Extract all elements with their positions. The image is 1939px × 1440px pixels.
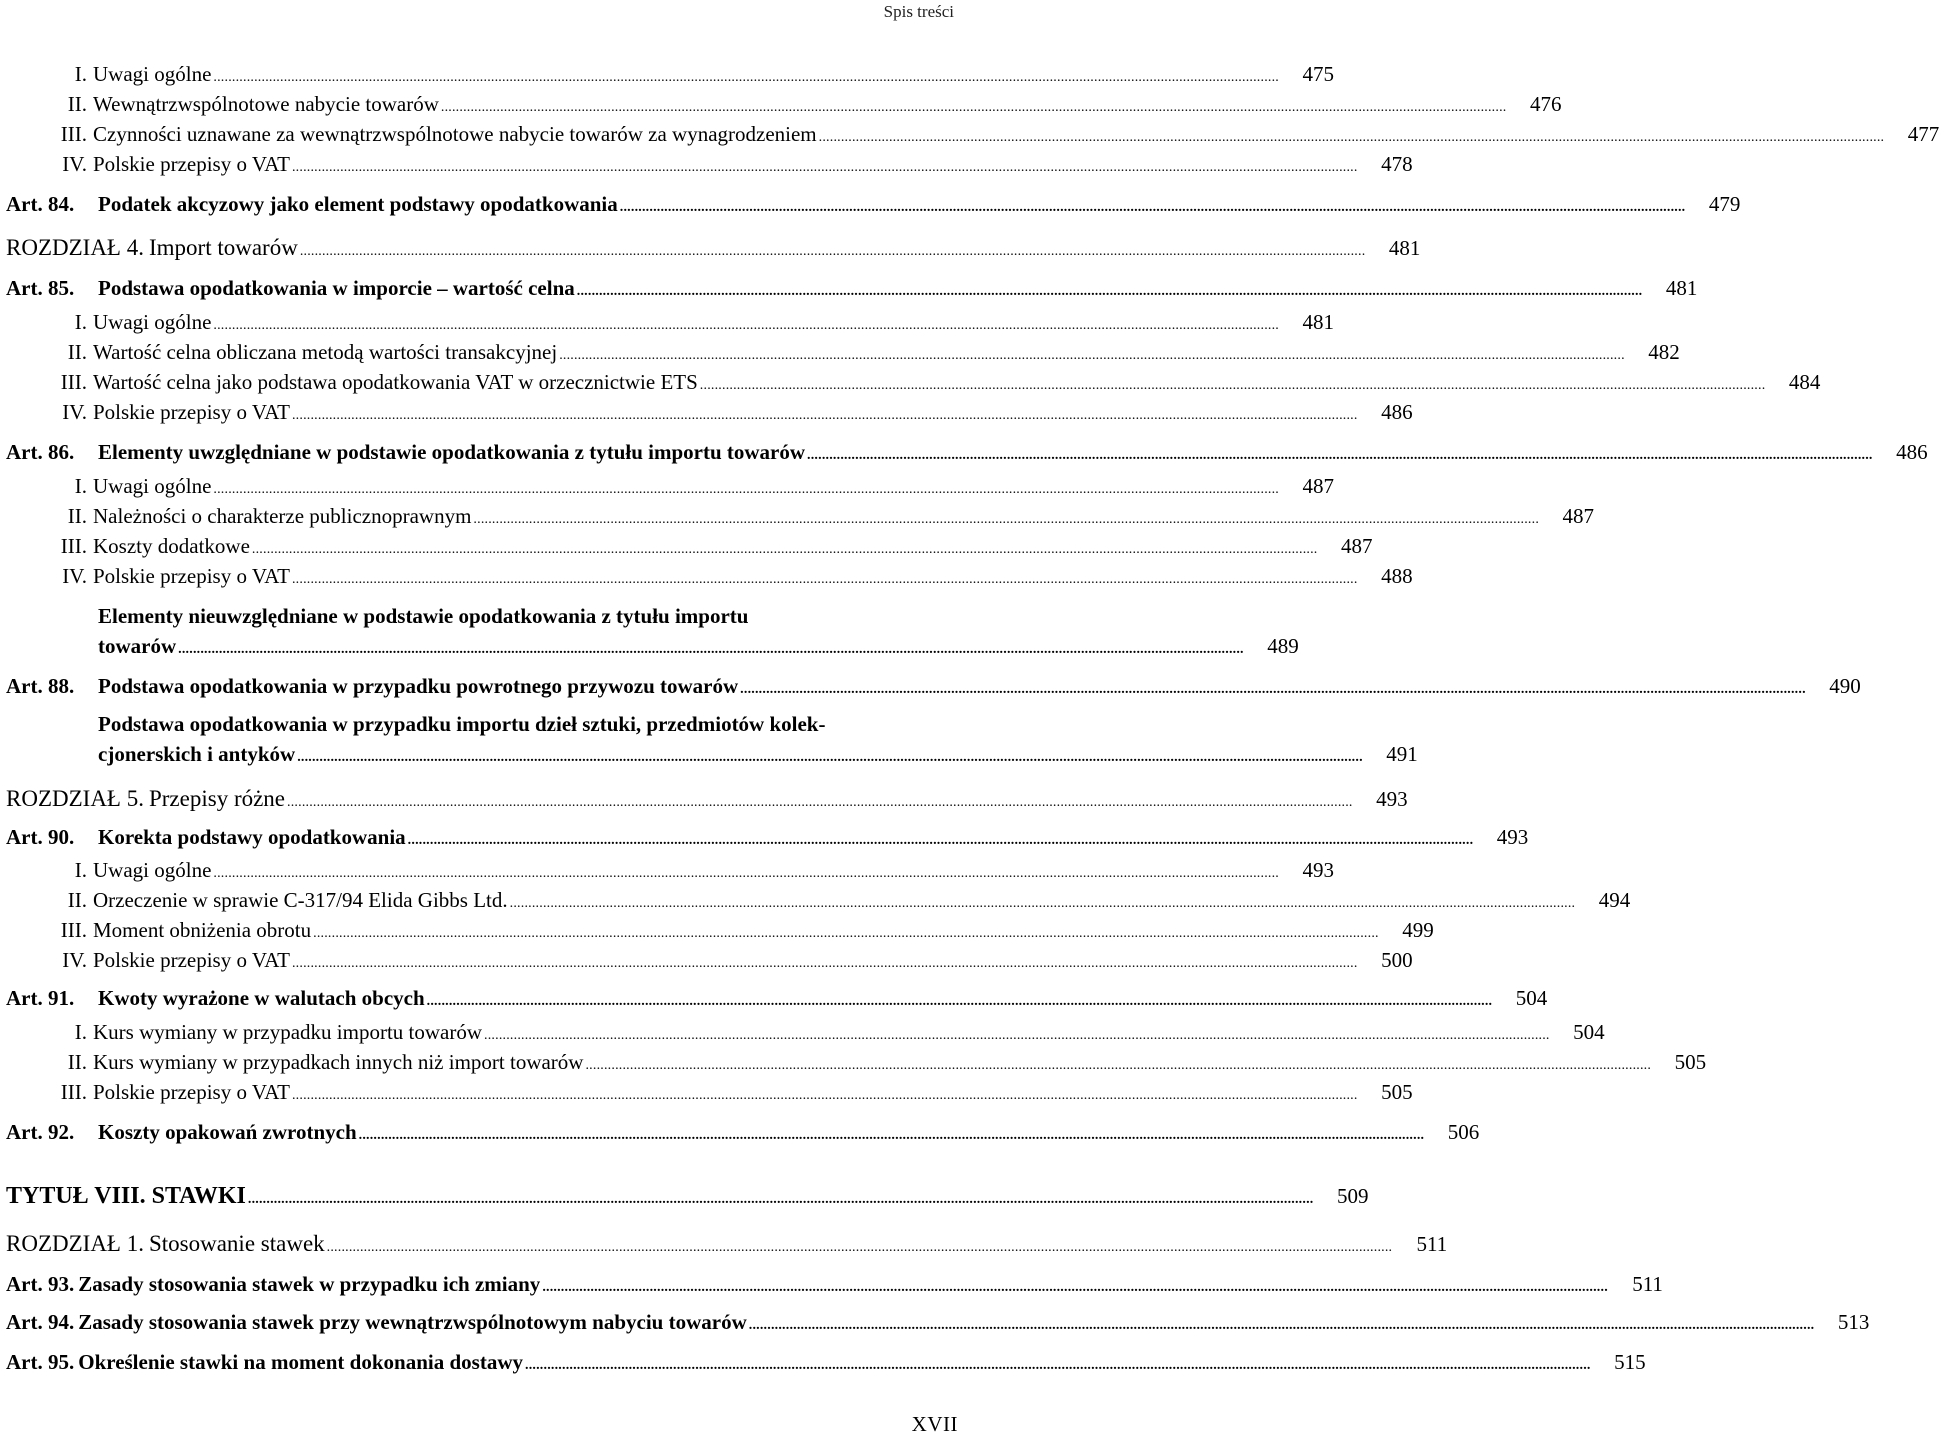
toc-entry-title: towarów bbox=[98, 634, 177, 658]
toc-entry-number: IV. bbox=[62, 564, 87, 588]
toc-entry-title: Kurs wymiany w przypadku importu towarów bbox=[93, 1020, 483, 1044]
toc-entry-page: 477 bbox=[1907, 122, 1939, 146]
dot-leader bbox=[213, 70, 1279, 86]
toc-entry-number: Art. 94. bbox=[6, 1310, 75, 1334]
dot-leader bbox=[473, 512, 1539, 528]
toc-entry[interactable] bbox=[0, 1350, 1646, 1375]
dot-leader bbox=[359, 1128, 1425, 1144]
toc-entry-title: Czynności uznawane za wewnątrzwspólnotowe nabycie towarów za wynagrodzeniem bbox=[93, 122, 817, 146]
toc-entry-title: Polskie przepisy o VAT bbox=[93, 400, 290, 424]
dot-leader bbox=[700, 378, 1766, 394]
toc-entry-page: 511 bbox=[1632, 1272, 1663, 1296]
toc-entry[interactable] bbox=[0, 1080, 1413, 1105]
toc-entry-page: 484 bbox=[1788, 370, 1821, 394]
toc-entry-page: 481 bbox=[1302, 310, 1335, 334]
toc-entry-title: Kwoty wyrażone w walutach obcych bbox=[98, 986, 425, 1010]
page-number: XVII bbox=[911, 1412, 958, 1436]
toc-entry-page: 505 bbox=[1674, 1050, 1707, 1074]
toc-entry-number: I. bbox=[74, 474, 87, 498]
dot-leader bbox=[577, 284, 1643, 300]
toc-entry-number: IV. bbox=[62, 948, 87, 972]
toc-entry-title: Wartość celna jako podstawa opodatkowania VAT w orzecznictwie ETS bbox=[93, 370, 698, 394]
toc-entry[interactable] bbox=[0, 1120, 1480, 1145]
toc-entry-title: Określenie stawki na moment dokonania dostawy bbox=[78, 1350, 523, 1374]
toc-entry[interactable] bbox=[0, 1050, 1707, 1075]
toc-entry-title: Stosowanie stawek bbox=[148, 1231, 325, 1256]
toc-entry[interactable] bbox=[0, 474, 1335, 499]
dot-leader bbox=[292, 956, 1358, 972]
toc-entry-page: 506 bbox=[1447, 1120, 1480, 1144]
toc-entry-page: 489 bbox=[1267, 634, 1299, 658]
dot-leader bbox=[484, 1028, 1550, 1044]
dot-leader bbox=[441, 100, 1507, 116]
toc-entry-number: IV. bbox=[62, 400, 87, 424]
dot-leader bbox=[542, 1280, 1608, 1296]
toc-entry[interactable] bbox=[0, 122, 1939, 147]
toc-entry[interactable] bbox=[0, 742, 1418, 767]
dot-leader bbox=[248, 1192, 1314, 1208]
toc-entry[interactable] bbox=[0, 634, 1299, 659]
toc-entry-title: Podstawa opodatkowania w przypadku powrotnego przywozu towarów bbox=[98, 674, 739, 698]
toc-entry[interactable] bbox=[0, 310, 1335, 335]
dot-leader bbox=[292, 572, 1358, 588]
toc-entry-title: STAWKI bbox=[151, 1183, 246, 1209]
toc-entry-title: Przepisy różne bbox=[148, 786, 286, 811]
dot-leader bbox=[178, 642, 1244, 658]
dot-leader bbox=[213, 482, 1279, 498]
toc-entry-page: 493 bbox=[1496, 825, 1529, 849]
dot-leader bbox=[300, 244, 1366, 260]
toc-entry[interactable] bbox=[0, 1310, 1870, 1335]
toc-entry-number: Art. 91. bbox=[6, 986, 75, 1010]
toc-entry-number: II. bbox=[67, 92, 87, 116]
toc-entry[interactable] bbox=[0, 986, 1548, 1011]
toc-entry-title: Polskie przepisy o VAT bbox=[93, 948, 290, 972]
toc-entry-title: Uwagi ogólne bbox=[93, 62, 212, 86]
toc-entry-page: 475 bbox=[1302, 62, 1335, 86]
toc-entry-title-first-line: Podstawa opodatkowania w przypadku importu dzieł sztuki, przedmiotów kolek- bbox=[98, 712, 826, 736]
toc-entry-page: 511 bbox=[1416, 1232, 1448, 1256]
toc-entry[interactable] bbox=[0, 1020, 1605, 1045]
toc-entry-number: TYTUŁ VIII. bbox=[6, 1183, 146, 1209]
toc-entry-number: III. bbox=[60, 122, 87, 146]
toc-entry[interactable] bbox=[0, 1272, 1663, 1297]
toc-entry-number: ROZDZIAŁ 5. bbox=[6, 786, 144, 811]
toc-entry-title: Koszty opakowań zwrotnych bbox=[98, 1120, 357, 1144]
toc-entry-title: Wartość celna obliczana metodą wartości transakcyjnej bbox=[93, 340, 558, 364]
toc-entry-title: Uwagi ogólne bbox=[93, 474, 212, 498]
toc-entry-title: Należności o charakterze publicznoprawnym bbox=[93, 504, 472, 528]
toc-entry-number: III. bbox=[60, 534, 87, 558]
toc-entry-page: 491 bbox=[1386, 742, 1418, 766]
toc-entry-page: 478 bbox=[1381, 152, 1413, 176]
toc-entry-title: Polskie przepisy o VAT bbox=[93, 152, 290, 176]
toc-entry-title: Polskie przepisy o VAT bbox=[93, 1080, 290, 1104]
toc-entry-number: II. bbox=[67, 340, 87, 364]
toc-entry-title: Podstawa opodatkowania w imporcie – wartość celna bbox=[98, 276, 575, 300]
toc-entry-number: Art. 86. bbox=[6, 440, 75, 464]
toc-entry-number: III. bbox=[60, 918, 87, 942]
toc-entry-number: II. bbox=[67, 504, 87, 528]
toc-entry[interactable] bbox=[0, 235, 1421, 261]
toc-entry-page: 486 bbox=[1381, 400, 1413, 424]
toc-entry[interactable] bbox=[0, 62, 1335, 87]
dot-leader bbox=[408, 833, 1474, 849]
toc-entry[interactable] bbox=[0, 340, 1680, 365]
dot-leader bbox=[819, 130, 1885, 146]
toc-entry-page: 482 bbox=[1648, 340, 1680, 364]
toc-entry-title: Uwagi ogólne bbox=[93, 310, 212, 334]
toc-entry-page: 487 bbox=[1341, 534, 1373, 558]
toc-entry-page: 513 bbox=[1837, 1310, 1870, 1334]
toc-entry-page: 479 bbox=[1708, 192, 1741, 216]
dot-leader bbox=[292, 408, 1358, 424]
toc-entry[interactable] bbox=[0, 152, 1413, 177]
toc-entry-page: 505 bbox=[1381, 1080, 1413, 1104]
toc-entry-title: Korekta podstawy opodatkowania bbox=[98, 825, 406, 849]
toc-entry[interactable] bbox=[0, 564, 1413, 589]
toc-entry[interactable] bbox=[0, 825, 1529, 850]
dot-leader bbox=[807, 448, 1873, 464]
toc-entry-page: 504 bbox=[1573, 1020, 1605, 1044]
toc-entry-page: 488 bbox=[1381, 564, 1413, 588]
dot-leader bbox=[327, 1240, 1393, 1256]
toc-entry-page: 481 bbox=[1388, 236, 1421, 260]
toc-entry-title: Zasady stosowania stawek przy wewnątrzwspólnotowym nabyciu towarów bbox=[78, 1310, 747, 1334]
dot-leader bbox=[292, 160, 1358, 176]
toc-entry[interactable] bbox=[0, 440, 1928, 465]
toc-entry-title: Koszty dodatkowe bbox=[93, 534, 250, 558]
dot-leader bbox=[252, 542, 1318, 558]
toc-entry-title: Orzeczenie w sprawie C-317/94 Elida Gibbs Ltd. bbox=[93, 888, 508, 912]
toc-entry-number: Art. 88. bbox=[6, 674, 75, 698]
toc-entry-page: 481 bbox=[1665, 276, 1698, 300]
toc-entry-title: Uwagi ogólne bbox=[93, 858, 212, 882]
toc-entry-page: 493 bbox=[1302, 858, 1335, 882]
toc-entry-title: Import towarów bbox=[148, 235, 298, 260]
toc-entry-title: cjonerskich i antyków bbox=[98, 742, 296, 766]
dot-leader bbox=[213, 318, 1279, 334]
toc-entry-page: 509 bbox=[1336, 1184, 1369, 1208]
toc-entry[interactable] bbox=[0, 918, 1434, 943]
dot-leader bbox=[525, 1358, 1591, 1374]
toc-entry-page: 515 bbox=[1614, 1350, 1646, 1374]
dot-leader bbox=[292, 1088, 1358, 1104]
toc-entry[interactable] bbox=[0, 1183, 1369, 1210]
dot-leader bbox=[427, 994, 1493, 1010]
toc-entry-number: Art. 90. bbox=[6, 825, 75, 849]
toc-entry-title: Zasady stosowania stawek w przypadku ich zmiany bbox=[78, 1272, 541, 1296]
toc-entry[interactable] bbox=[0, 370, 1821, 395]
toc-entry-title: Polskie przepisy o VAT bbox=[93, 564, 290, 588]
toc-entry-number: III. bbox=[60, 370, 87, 394]
toc-entry-number: I. bbox=[74, 310, 87, 334]
toc-entry-page: 487 bbox=[1302, 474, 1335, 498]
toc-entry-number: ROZDZIAŁ 4. bbox=[6, 235, 144, 260]
dot-leader bbox=[559, 348, 1625, 364]
toc-entry-title: Wewnątrzwspólnotowe nabycie towarów bbox=[93, 92, 439, 116]
toc-entry[interactable] bbox=[0, 92, 1562, 117]
toc-entry[interactable] bbox=[0, 786, 1408, 812]
dot-leader bbox=[740, 682, 1806, 698]
dot-leader bbox=[313, 926, 1379, 942]
toc-entry-page: 493 bbox=[1376, 787, 1408, 811]
toc-entry-page: 500 bbox=[1381, 948, 1413, 972]
toc-entry-number: Art. 84. bbox=[6, 192, 75, 216]
toc-entry-number: ROZDZIAŁ 1. bbox=[6, 1231, 144, 1256]
toc-entry-page: 486 bbox=[1896, 440, 1928, 464]
toc-entry-page: 494 bbox=[1598, 888, 1631, 912]
toc-entry-title: Podatek akcyzowy jako element podstawy opodatkowania bbox=[98, 192, 618, 216]
toc-entry-number: III. bbox=[60, 1080, 87, 1104]
dot-leader bbox=[620, 200, 1686, 216]
toc-entry-number: I. bbox=[74, 62, 87, 86]
toc-entry-number: Art. 85. bbox=[6, 276, 75, 300]
toc-entry[interactable] bbox=[0, 534, 1373, 559]
toc-entry-title-first-line: Elementy nieuwzględniane w podstawie opodatkowania z tytułu importu bbox=[98, 604, 749, 628]
toc-entry-page: 504 bbox=[1515, 986, 1548, 1010]
dot-leader bbox=[287, 795, 1353, 811]
toc-entry-title: Elementy uwzględniane w podstawie opodatkowania z tytułu importu towarów bbox=[98, 440, 806, 464]
toc-entry[interactable] bbox=[0, 400, 1413, 425]
toc-entry[interactable] bbox=[0, 1231, 1448, 1257]
dot-leader bbox=[510, 896, 1576, 912]
toc-entry-number: II. bbox=[67, 888, 87, 912]
toc-entry-number: Art. 93. bbox=[6, 1272, 75, 1296]
toc-entry[interactable] bbox=[0, 674, 1861, 699]
toc-entry-number: I. bbox=[74, 858, 87, 882]
toc-entry[interactable] bbox=[0, 504, 1595, 529]
toc-entry[interactable] bbox=[0, 858, 1335, 883]
dot-leader bbox=[585, 1058, 1651, 1074]
dot-leader bbox=[213, 866, 1279, 882]
toc-entry-page: 499 bbox=[1402, 918, 1434, 942]
dot-leader bbox=[749, 1318, 1815, 1334]
toc-entry-title: Kurs wymiany w przypadkach innych niż import towarów bbox=[93, 1050, 584, 1074]
toc-entry-number: I. bbox=[74, 1020, 87, 1044]
toc-entry[interactable] bbox=[0, 888, 1631, 913]
toc-entry[interactable] bbox=[0, 192, 1741, 217]
toc-entry-number: Art. 92. bbox=[6, 1120, 75, 1144]
toc-entry-page: 476 bbox=[1529, 92, 1562, 116]
toc-entry-page: 487 bbox=[1562, 504, 1595, 528]
toc-entry-number: II. bbox=[67, 1050, 87, 1074]
running-header: Spis treści bbox=[883, 2, 954, 21]
toc-entry-number: IV. bbox=[62, 152, 87, 176]
toc-entry-page: 490 bbox=[1829, 674, 1861, 698]
toc-entry[interactable] bbox=[0, 276, 1698, 301]
toc-entry-title: Moment obniżenia obrotu bbox=[93, 918, 312, 942]
toc-entry-number: Art. 95. bbox=[6, 1350, 75, 1374]
toc-entry[interactable] bbox=[0, 948, 1413, 973]
dot-leader bbox=[297, 750, 1363, 766]
